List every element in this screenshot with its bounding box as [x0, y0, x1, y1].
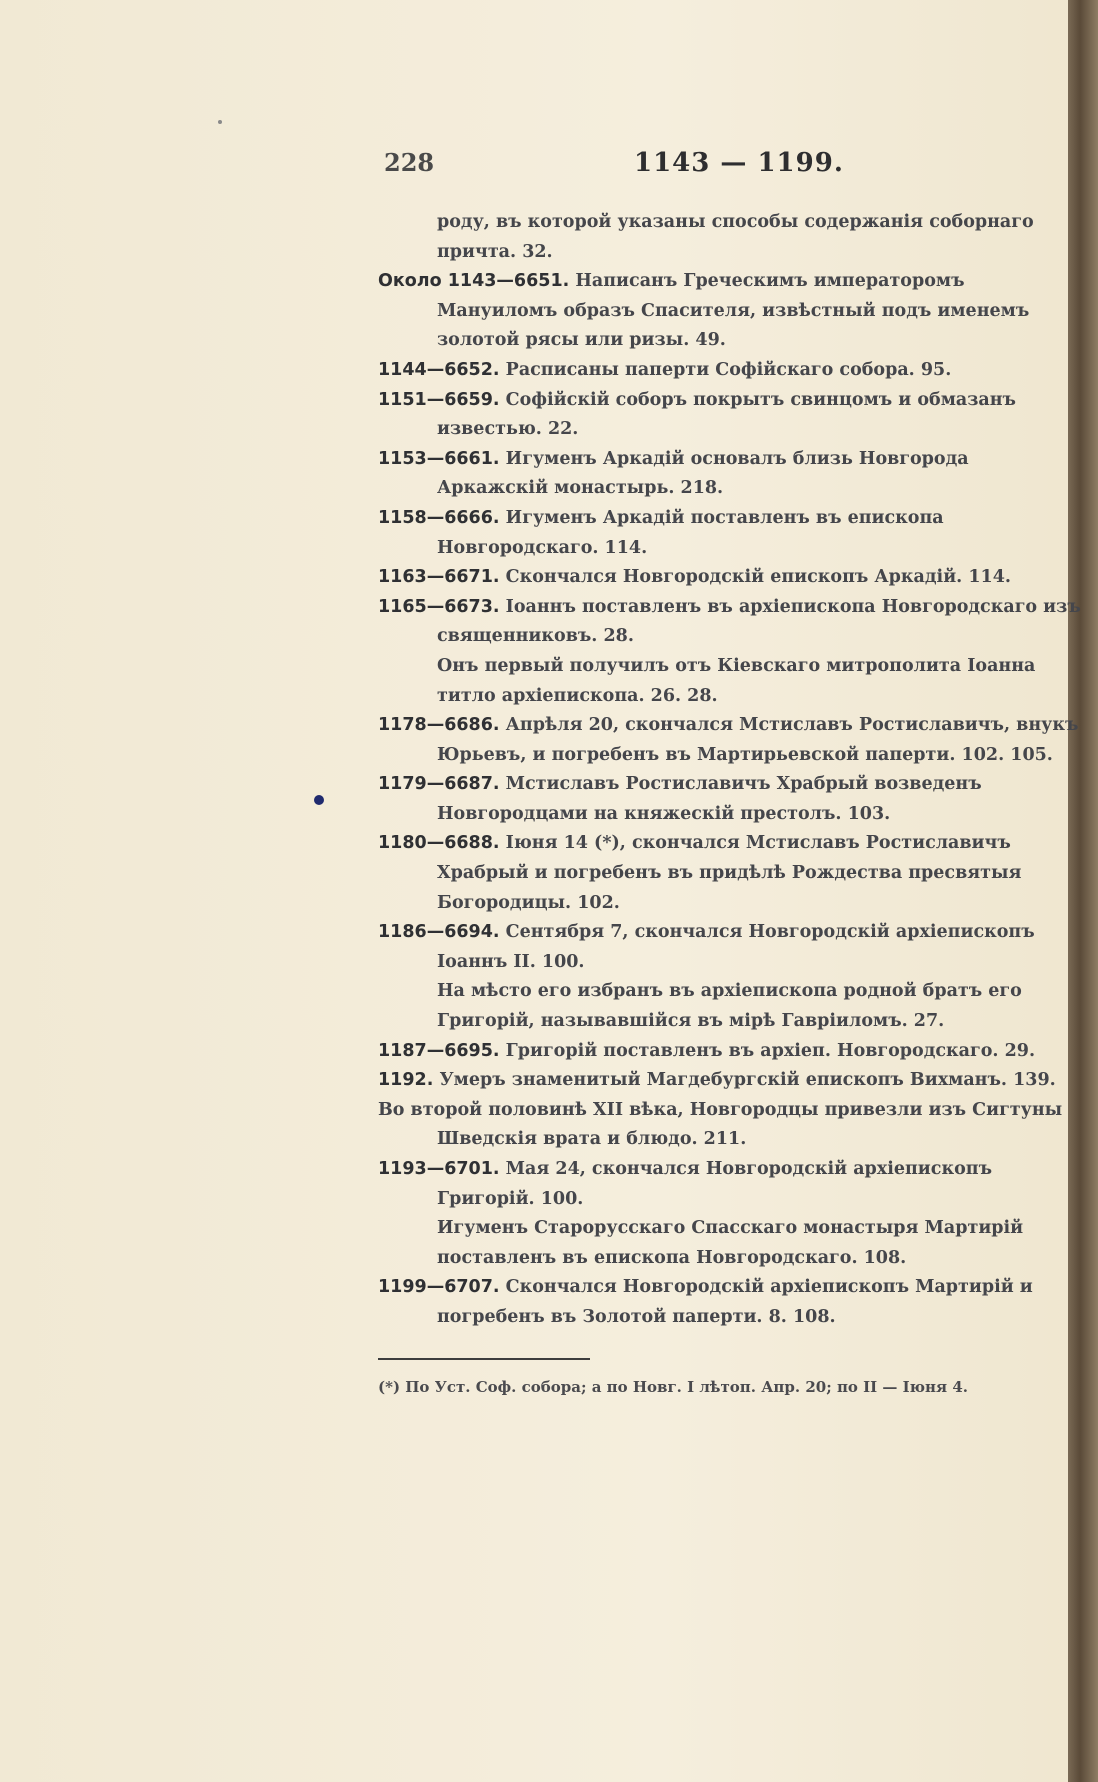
margin-dot-marker	[314, 795, 324, 805]
list-item	[378, 1273, 1083, 1332]
entry-text: Расписаны паперти Софійскаго собора. 95.	[499, 359, 952, 380]
list-item	[378, 770, 1083, 829]
entry-text: Умеръ знаменитый Магдебургскій епископъ Вихманъ. 139.	[433, 1070, 1056, 1091]
entry-text: Апрѣля 20, скончался Мстиславъ Ростиславичъ, внукъ Юрьевъ, и погребенъ въ Мартирьевской паперти. 102. 105.	[437, 715, 1079, 765]
entry-text: Во второй половинѣ XII вѣка, Новгородцы привезли изъ Сигтуны Шведскія врата и блюдо. 211.	[378, 1099, 1063, 1150]
list-item	[378, 563, 1083, 593]
list-item	[378, 829, 1083, 918]
entry-text: Мстиславъ Ростиславичъ Храбрый возведенъ Новгородцами на княжескій престолъ. 103.	[437, 774, 982, 824]
page-number: 228	[384, 148, 435, 177]
list-item	[378, 1214, 1083, 1273]
entry-text: роду, въ которой указаны способы содержанія соборнаго причта. 32.	[437, 212, 1034, 262]
footnote: (*) По Уст. Соф. собора; а по Новг. I лѣтоп. Апр. 20; по II — Іюня 4.	[378, 1378, 968, 1396]
entry-text: Игуменъ Старорусскаго Спасскаго монастыря Мартирій поставленъ въ епископа Новгородскаго. 108.	[437, 1218, 1024, 1268]
entry-text: Іюня 14 (*), скончался Мстиславъ Ростиславичъ Храбрый и погребенъ въ придѣлѣ Рождества пресвятыя Богородицы. 102.	[437, 833, 1022, 913]
list-item	[378, 593, 1083, 652]
list-item	[378, 977, 1083, 1036]
list-item	[378, 711, 1083, 770]
entry-text: Григорій поставленъ въ архіеп. Новгородскаго. 29.	[499, 1040, 1036, 1061]
entry-date: 1186—6694.	[378, 922, 500, 943]
entry-text: Написанъ Греческимъ императоромъ Мануиломъ образъ Спасителя, извѣстный подъ именемъ золотой рясы или ризы. 49.	[437, 271, 1030, 351]
entry-text: На мѣсто его избранъ въ архіепископа родной братъ его Григорій, называвшійся въ мірѣ Гавріиломъ. 27.	[437, 981, 1022, 1032]
page-header	[384, 148, 1084, 182]
list-item	[378, 386, 1083, 445]
list-item	[378, 356, 1083, 386]
chronology-list	[378, 208, 1083, 1333]
entry-text: Игуменъ Аркадій поставленъ въ епископа Новгородскаго. 114.	[437, 507, 944, 558]
entry-text: Сентября 7, скончался Новгородскій архіепископъ Іоаннъ II. 100.	[437, 922, 1035, 972]
entry-text: Скончался Новгородскій архіепископъ Мартирій и погребенъ въ Золотой паперти. 8. 108.	[437, 1277, 1033, 1327]
entry-text: Онъ первый получилъ отъ Кіевскаго митрополита Іоанна титло архіепископа. 26. 28.	[437, 655, 1036, 706]
list-item	[378, 918, 1083, 977]
entry-date: 1153—6661.	[378, 448, 500, 469]
entry-date: 1179—6687.	[378, 774, 500, 795]
entry-date: 1193—6701.	[378, 1159, 500, 1179]
entry-date: 1151—6659.	[378, 389, 500, 410]
list-item	[378, 652, 1083, 711]
paper-speck	[218, 120, 222, 124]
entry-date: 1165—6673.	[378, 596, 500, 617]
entry-date: 1144—6652.	[378, 359, 500, 380]
list-item	[378, 267, 1083, 356]
entry-date: 1178—6686.	[378, 715, 500, 736]
entry-text: Софійскій соборъ покрытъ свинцомъ и обмазанъ известью. 22.	[437, 389, 1016, 440]
entry-date: 1192.	[378, 1070, 434, 1091]
entry-text: Іоаннъ поставленъ въ архіепископа Новгородскаго изъ священниковъ. 28.	[437, 596, 1081, 647]
list-item	[378, 445, 1083, 504]
running-head: 1143 — 1199.	[634, 148, 844, 178]
list-item	[378, 208, 1083, 267]
entry-date: Около 1143—6651.	[378, 271, 570, 292]
list-item	[378, 1155, 1083, 1214]
entry-date: 1187—6695.	[378, 1040, 500, 1061]
entry-date: 1199—6707.	[378, 1277, 500, 1298]
entry-date: 1163—6671.	[378, 567, 500, 588]
footnote-divider	[378, 1358, 590, 1360]
entry-text: Игуменъ Аркадій основалъ близь Новгорода Аркажскій монастырь. 218.	[437, 448, 969, 499]
list-item	[378, 504, 1083, 563]
entry-date: 1180—6688.	[378, 833, 500, 854]
list-item	[378, 1037, 1083, 1067]
list-item	[378, 1096, 1083, 1155]
entry-text: Скончался Новгородскій епископъ Аркадій. 114.	[499, 567, 1011, 588]
list-item	[378, 1066, 1083, 1096]
entry-date: 1158—6666.	[378, 507, 500, 528]
entry-text: Мая 24, скончался Новгородскій архіепископъ Григорій. 100.	[437, 1159, 992, 1209]
